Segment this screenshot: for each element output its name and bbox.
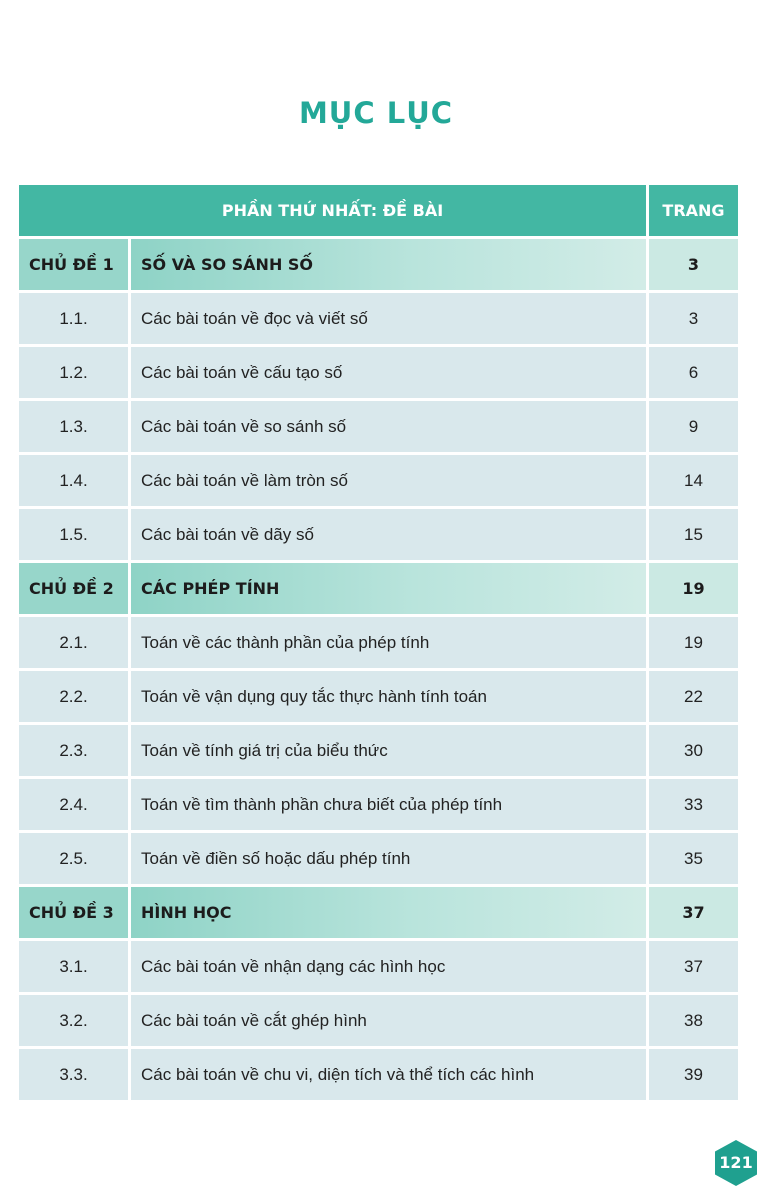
entry-page-number: 22	[649, 671, 738, 725]
entry-title: Các bài toán về nhận dạng các hình học	[131, 941, 649, 995]
entry-number: 1.5.	[19, 509, 131, 563]
entry-number: 2.2.	[19, 671, 131, 725]
toc-entry-row[interactable]	[19, 941, 738, 995]
entry-page-number: 14	[649, 455, 738, 509]
entry-title: Các bài toán về cắt ghép hình	[131, 995, 649, 1049]
entry-page-number: 30	[649, 725, 738, 779]
toc-entry-row[interactable]	[19, 293, 738, 347]
entry-number: 3.3.	[19, 1049, 131, 1103]
topic-title: CÁC PHÉP TÍNH	[131, 563, 649, 617]
page-column-heading: TRANG	[649, 185, 738, 239]
topic-page-number: 3	[649, 239, 738, 293]
topic-label: CHỦ ĐỀ 3	[19, 887, 131, 941]
topic-row[interactable]	[19, 239, 738, 293]
entry-page-number: 38	[649, 995, 738, 1049]
toc-entry-row[interactable]	[19, 401, 738, 455]
entry-page-number: 33	[649, 779, 738, 833]
entry-page-number: 9	[649, 401, 738, 455]
toc-entry-row[interactable]	[19, 455, 738, 509]
topic-page-number: 19	[649, 563, 738, 617]
toc-table	[19, 185, 738, 1103]
section-heading: PHẦN THỨ NHẤT: ĐỀ BÀI	[19, 185, 649, 239]
entry-page-number: 35	[649, 833, 738, 887]
toc-header-row	[19, 185, 738, 239]
entry-number: 1.1.	[19, 293, 131, 347]
entry-number: 3.2.	[19, 995, 131, 1049]
entry-title: Toán về tính giá trị của biểu thức	[131, 725, 649, 779]
entry-page-number: 19	[649, 617, 738, 671]
entry-title: Các bài toán về dãy số	[131, 509, 649, 563]
toc-entry-row[interactable]	[19, 1049, 738, 1103]
entry-title: Các bài toán về cấu tạo số	[131, 347, 649, 401]
entry-number: 3.1.	[19, 941, 131, 995]
entry-number: 1.3.	[19, 401, 131, 455]
entry-page-number: 37	[649, 941, 738, 995]
entry-title: Các bài toán về chu vi, diện tích và thể tích các hình	[131, 1049, 649, 1103]
entry-title: Toán về điền số hoặc dấu phép tính	[131, 833, 649, 887]
toc-entry-row[interactable]	[19, 347, 738, 401]
entry-number: 2.3.	[19, 725, 131, 779]
entry-page-number: 3	[649, 293, 738, 347]
page-number: 121	[719, 1153, 753, 1172]
entry-number: 1.4.	[19, 455, 131, 509]
toc-entry-row[interactable]	[19, 617, 738, 671]
topic-label: CHỦ ĐỀ 1	[19, 239, 131, 293]
entry-title: Các bài toán về đọc và viết số	[131, 293, 649, 347]
topic-row[interactable]	[19, 563, 738, 617]
entry-page-number: 39	[649, 1049, 738, 1103]
topic-page-number: 37	[649, 887, 738, 941]
entry-title: Toán về các thành phần của phép tính	[131, 617, 649, 671]
toc-entry-row[interactable]	[19, 833, 738, 887]
entry-title: Các bài toán về làm tròn số	[131, 455, 649, 509]
entry-page-number: 15	[649, 509, 738, 563]
entry-number: 2.5.	[19, 833, 131, 887]
entry-number: 1.2.	[19, 347, 131, 401]
toc-entry-row[interactable]	[19, 995, 738, 1049]
toc-entry-row[interactable]	[19, 725, 738, 779]
topic-label: CHỦ ĐỀ 2	[19, 563, 131, 617]
topic-title: HÌNH HỌC	[131, 887, 649, 941]
topic-row[interactable]	[19, 887, 738, 941]
page-title: MỤC LỤC	[298, 96, 454, 130]
entry-number: 2.4.	[19, 779, 131, 833]
entry-title: Các bài toán về so sánh số	[131, 401, 649, 455]
entry-number: 2.1.	[19, 617, 131, 671]
entry-page-number: 6	[649, 347, 738, 401]
topic-title: SỐ VÀ SO SÁNH SỐ	[131, 239, 649, 293]
page-number-badge	[713, 1139, 759, 1187]
toc-entry-row[interactable]	[19, 671, 738, 725]
toc-entry-row[interactable]	[19, 779, 738, 833]
toc-entry-row[interactable]	[19, 509, 738, 563]
entry-title: Toán về tìm thành phần chưa biết của phép tính	[131, 779, 649, 833]
entry-title: Toán về vận dụng quy tắc thực hành tính toán	[131, 671, 649, 725]
